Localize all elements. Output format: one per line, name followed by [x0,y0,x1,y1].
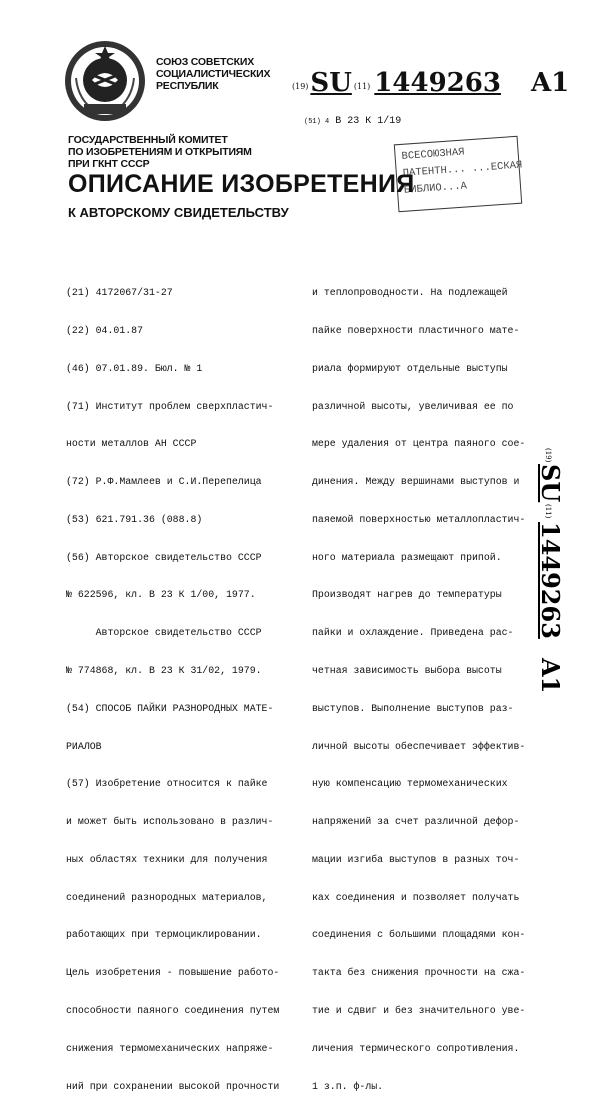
text-line: личной высоты обеспечивает эффектив- [312,740,526,752]
side-code-19: (19) [544,448,552,463]
country-line: СОЮЗ СОВЕТСКИХ [156,56,255,68]
text-line: различной высоты, увеличивая ее по [312,400,514,412]
side-country-code: SU [538,464,565,503]
text-line: паяемой поверхностью металлопластич- [312,513,526,525]
committee-line: ГОСУДАРСТВЕННЫЙ КОМИТЕТ [68,134,228,146]
country-line: СОЦИАЛИСТИЧЕСКИХ [156,68,271,80]
text-line: (71) Институт проблем сверхпластич- [66,400,274,412]
ipc-code: (51) 4 [304,118,330,126]
state-emblem [62,38,148,124]
text-line: № 622596, кл. В 23 К 1/00, 1977. [66,589,256,601]
bibliographic-column [66,262,279,1106]
text-line: снижения термомеханических напряже- [66,1042,274,1054]
ipc-classification [304,116,401,127]
text-line: (56) Авторское свидетельство СССР [66,551,262,563]
text-line: ного материала размещают припой. [312,551,502,563]
text-line: тие и сдвиг и без значительного уве- [312,1005,526,1017]
text-line: (57) Изобретение относится к пайке [66,778,268,790]
text-line: мере удаления от центра паяного сое- [312,438,526,450]
abstract-column [312,262,525,1106]
ipc-value: В 23 К 1/19 [335,116,402,127]
text-line: выступов. Выполнение выступов раз- [312,702,514,714]
text-line: ных областях техники для получения [66,853,268,865]
text-line: (54) СПОСОБ ПАЙКИ РАЗНОРОДНЫХ МАТЕ- [66,702,274,714]
text-line: соединения с большими площадями кон- [312,929,526,941]
text-line: личения термического сопротивления. [312,1042,520,1054]
stamp-line: ВСЕСОЮЗНАЯ [401,146,465,163]
text-line: пайки и охлаждение. Приведена рас- [312,627,514,639]
document-number-block [292,68,569,98]
text-line: ности металлов АН СССР [66,438,197,450]
country-code: SU [310,68,352,98]
text-line: способности паяного соединения путем [66,1005,280,1017]
text-line: ную компенсацию термомеханических [312,778,508,790]
text-line: (46) 07.01.89. Бюл. № 1 [66,362,203,374]
text-line: (53) 621.791.36 (088.8) [66,513,203,525]
text-line: Авторское свидетельство СССР [66,627,262,639]
text-line: четная зависимость выбора высоты [312,665,502,676]
stamp-line: ПАТЕНТН... ...ЕСКАЯ [402,159,523,180]
document-number: 1449263 [374,68,501,98]
text-line: соединений разнородных материалов, [66,891,268,903]
text-line: ний при сохранении высокой прочности [66,1080,280,1092]
code-11: (11) [353,82,371,91]
country-name [156,56,270,92]
document-title: ОПИСАНИЕ ИЗОБРЕТЕНИЯ [68,170,415,198]
text-line: 1 з.п. ф-лы. [312,1080,384,1092]
text-line: мации изгиба выступов в разных точ- [312,853,520,865]
text-line: и может быть использовано в различ- [66,816,274,828]
text-line: динения. Между вершинами выступов и [312,476,520,488]
committee-line: ПО ИЗОБРЕТЕНИЯМ И ОТКРЫТИЯМ [68,146,252,158]
document-subtitle: К АВТОРСКОМУ СВИДЕТЕЛЬСТВУ [68,205,289,220]
code-19: (19) [292,82,309,91]
side-code-11: (11) [544,504,552,519]
text-line: напряжений за счет различной дефор- [312,816,520,828]
text-line: РИАЛОВ [66,740,102,752]
text-line: № 774868, кл. В 23 К 31/02, 1979. [66,665,262,676]
side-document-kind: A1 [538,658,565,694]
text-line: Цель изобретения - повышение работо- [66,967,280,979]
side-document-number: 1449263 [538,522,565,639]
text-line: такта без снижения прочности на сжа- [312,967,526,979]
stamp-line: БИБЛИО...А [403,180,468,197]
vertical-document-number [538,448,578,708]
text-line: пайке поверхности пластичного мате- [312,324,520,336]
text-line: риала формируют отдельные выступы [312,362,508,374]
text-line: (72) Р.Ф.Мамлеев и С.И.Перепелица [66,476,262,488]
text-line: (21) 4172067/31-27 [66,287,173,299]
country-line: РЕСПУБЛИК [156,80,219,92]
text-line: (22) 04.01.87 [66,324,144,336]
text-line: и теплопроводности. На подлежащей [312,287,508,299]
document-kind: A1 [530,68,570,98]
text-line: работающих при термоциклировании. [66,929,262,941]
committee-line: ПРИ ГКНТ СССР [68,158,150,170]
committee-name [68,134,252,170]
text-line: ках соединения и позволяет получать [312,891,520,903]
text-line: Производят нагрев до температуры [312,589,502,601]
